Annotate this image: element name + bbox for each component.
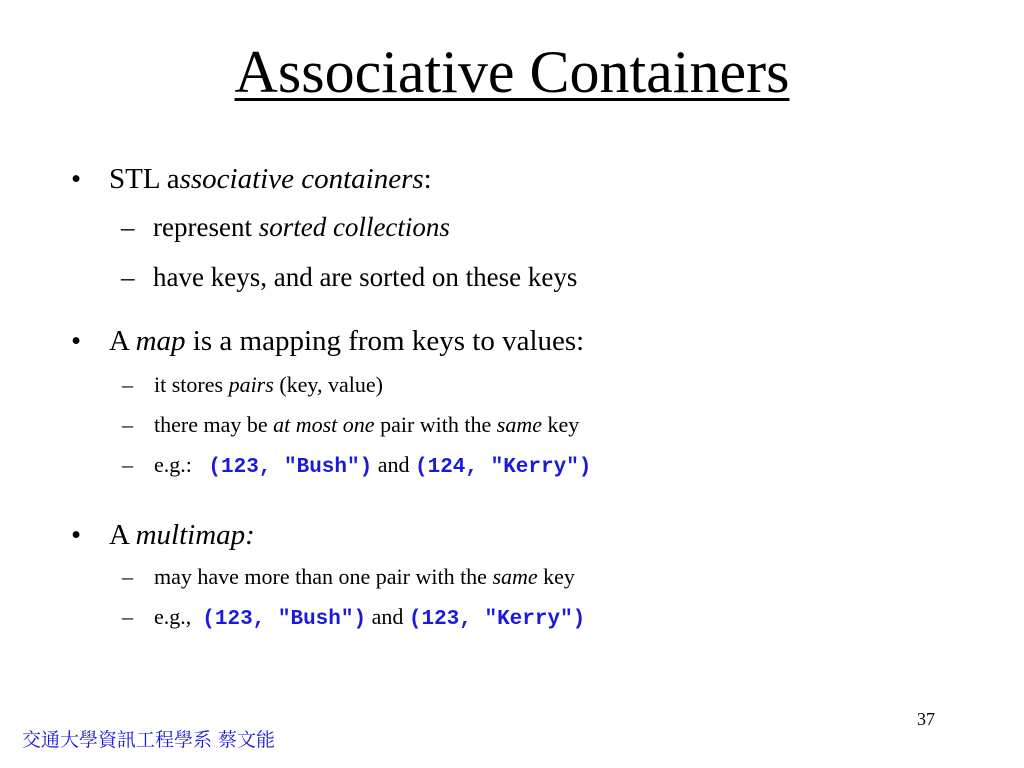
slide-title: Associative Containers bbox=[234, 39, 790, 105]
sub-bullet-dash: – bbox=[122, 604, 133, 629]
bullet-marker: • bbox=[71, 519, 82, 551]
sub-bullet-dash: – bbox=[122, 564, 133, 589]
bullet-1-sub-2: have keys, and are sorted on these keys bbox=[153, 262, 578, 292]
bullet-marker: • bbox=[71, 325, 82, 357]
code-snippet: (124, "Kerry") bbox=[414, 456, 592, 479]
code-snippet: (123, "Kerry") bbox=[408, 608, 586, 631]
bullet-2-sub-1: it stores pairs (key, value) bbox=[154, 372, 383, 397]
sub-bullet-dash: – bbox=[122, 372, 133, 397]
sub-bullet-dash: – bbox=[121, 262, 135, 292]
bullet-2-sub-3: e.g.: (123, "Bush") and (124, "Kerry") bbox=[154, 452, 592, 479]
sub-bullet-dash: – bbox=[122, 452, 133, 477]
bullet-3-sub-2: e.g., (123, "Bush") and (123, "Kerry") bbox=[154, 604, 586, 631]
bullet-3-sub-1: may have more than one pair with the same key bbox=[154, 564, 575, 589]
code-snippet: (123, "Bush") bbox=[202, 608, 367, 631]
code-snippet: (123, "Bush") bbox=[208, 456, 373, 479]
bullet-1-text: STL associative containers: bbox=[109, 163, 432, 195]
bullet-2-text: A map is a mapping from keys to values: bbox=[109, 325, 585, 357]
sub-bullet-dash: – bbox=[122, 412, 133, 437]
sub-bullet-dash: – bbox=[121, 212, 135, 242]
bullet-1-sub-1: represent sorted collections bbox=[153, 212, 450, 242]
bullet-2-sub-2: there may be at most one pair with the same key bbox=[154, 412, 580, 437]
bullet-marker: • bbox=[71, 163, 82, 195]
footer-credit: 交通大學資訊工程學系 蔡文能 bbox=[22, 729, 276, 751]
page-number: 37 bbox=[917, 709, 935, 729]
bullet-3-text: A multimap: bbox=[109, 519, 255, 551]
